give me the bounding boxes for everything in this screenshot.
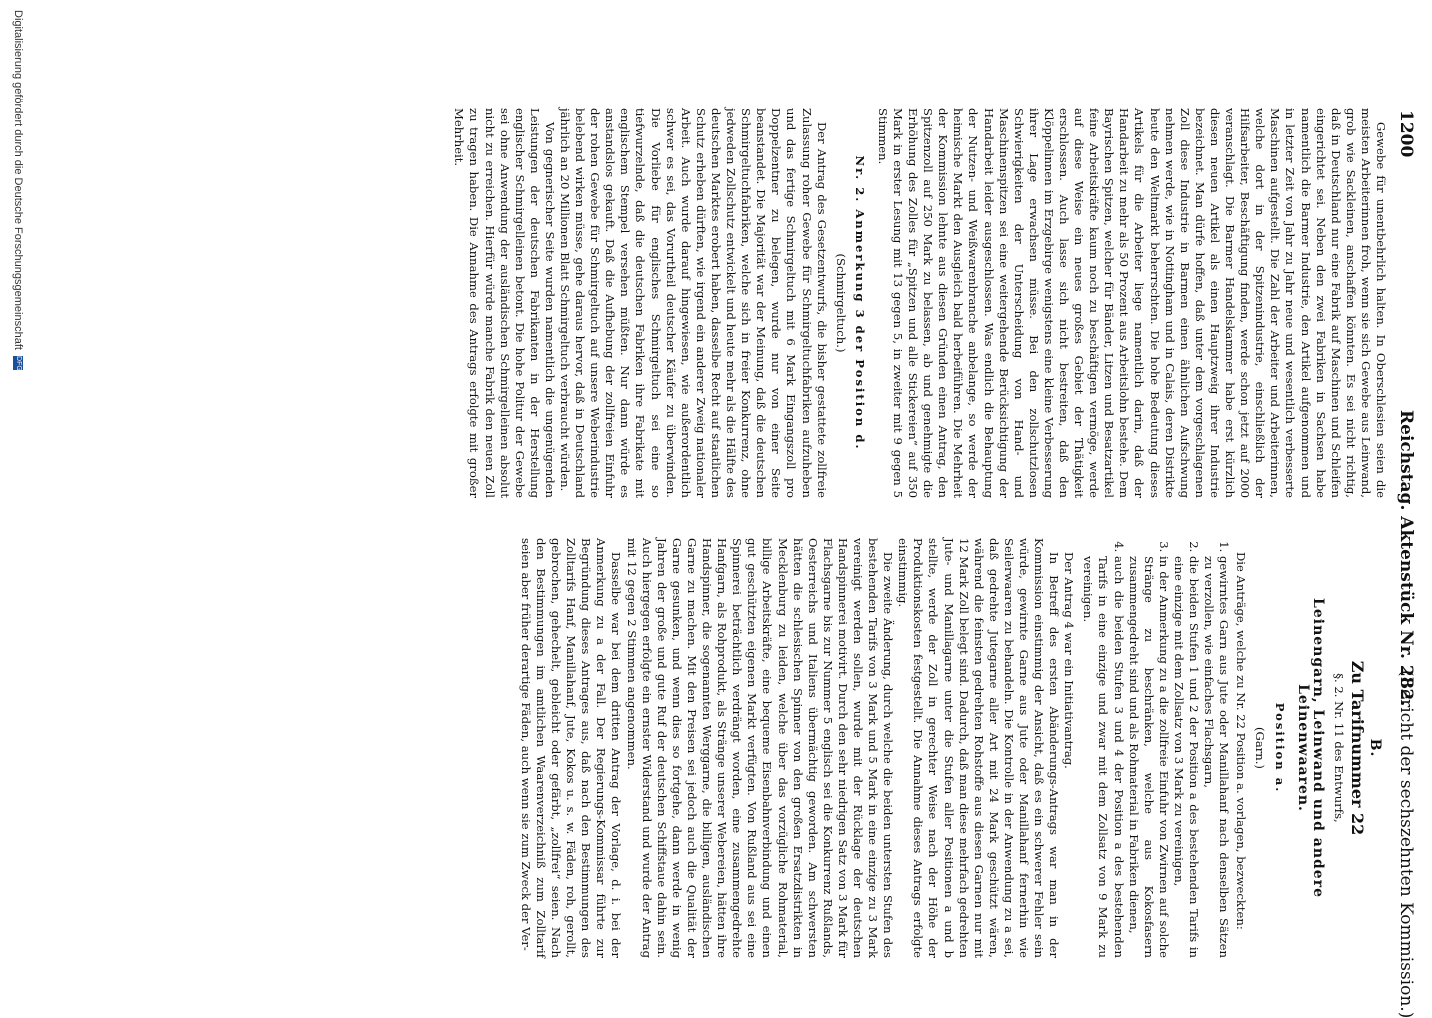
page-number: 1200 <box>1396 110 1416 158</box>
header-title: Reichstag. Aktenstück Nr. 282. <box>1396 410 1416 707</box>
list-item: 3. in der Anmerkung zu a die zollfreie Einfuhr von Zwirnen auf solche Stränge zu beschränken, welche aus Kokosfasern zusammengedreht sind und als Rohmaterial in Fabriken dienen, <box>1126 556 1171 958</box>
running-header <box>1390 110 1418 1018</box>
intro-paragraph: Die Anträge, welche zu Nr. 22 Position a. vorlagen, bezweckten: <box>1234 552 1249 930</box>
left-paragraph: Der Antrag des Gesetzentwurfs, die bisher gestattete zollfreie Zulassung roher Gewebe für Schmirgeltuchfabriken aufzuheben und das fertige Schmirgeltuch mit 6 Mark Eingangszoll pro Doppelzentner zu belegen, wurde nur von einer Seite beanstandet. Die Majorität war der Meinung, daß die deutschen Schmirgeltuchfabriken, welche sich in freier Konkurrenz, ohne jedweden Zollschutz entwickelt und heute mehr als die Hälfte des deutschen Marktes erobert haben, dasselbe Recht auf staatlichen Schutz erheben dürften, wie irgend ein anderer Zweig nationaler Arbeit. Auch wurde darauf hingewiesen, wie außerordentlich schwer es sei, das Vorurtheil deutscher Käufer zu überwinden. Die Vorliebe für englisches Schmirgeltuch sei eine so tiefwurzelnde, daß die deutschen Fabriken ihre Fabrikate mit englischem Stempel versehen müßten. Nur dann würde es anstandslos gekauft. Daß die Aufhebung der zollfreien Einfuhr der rohen Gewebe für Schmirgeltuch auf unsere Weberindustrie belebend wirken müsse, gehe daraus hervor, daß in Deutschland jährlich an 20 Millionen Blatt Schmirgeltuch verbraucht würden. <box>558 108 829 498</box>
right-paragraph: Die zweite Änderung, durch welche die beiden untersten Stufen des bestehenden Tarifs von 3 Mark und 5 Mark in eine einzige zu 3 Mark vereinigt werden sollen, wurde mit der Rücklage der deutschen Handspinnerei motivirt. Durch den sehr niedrigen Satz von 3 Mark für Flachsgarne bis zur Nummer 5 englisch sei die Konkurrenz Rußlands, Oesterreichs und Italiens übermächtig geworden. Am schwersten hätten die schlesischen Spinner von den großen Ersatzdistrikten in Mecklenburg zu leiden, welche über das vorzügliche Rohmaterial, billige Arbeitskräfte, eine bequeme Eisenbahnverbindung und einen gut geschützten eigenen Markt verfügten. Von Rußland aus sei eine Spinnerei beträchtlich verdrängt worden, eine zusammengedrehte Hanfgarn, als Rohprodukt, als Stränge unserer Webereien, hätten ihre Handspinner, die sogenannten Werggarne, die billigen, ausländischen Garne zu machen. Mit den Preisen sei jedoch auch die Qualität der Garne gesunken, und wenn dies so fortgehe, dann werde in wenig Jahren der große und gute Ruf der deutschen Schiffstaue dahin sein. Auch hiergegen erfolgte ein ernster Widerstand und wurde der Antrag mit 12 gegen 2 Stimmen angenommen. <box>624 538 896 958</box>
proposal-list <box>1080 556 1231 958</box>
right-paragraph: Dasselbe war bei dem dritten Antrag der Vorlage, d. i. bei der Anmerkung zu a der Fall. Der Regierungs-Kommissar führte zur Begründung dieses Antrages aus, daß nach den Bestimmungen des Zolltarifs Hanf, Manillahanf, Jute, Kokos u. s. w. Fäden, roh, gerollt, gebrochen, gehechelt, gebleicht oder gefärbt, „zollfrei“ seien. Nach den Bestimmungen im amtlichen Waarenverzeichniß zum Zolltarif seien aber früher derartige Fäden, auch wenn sie zum Zweck der Ver- <box>518 538 624 958</box>
left-paragraph: Gewebe für unentbehrlich halten. In Oberschlesien seien die meisten Arbeiterinnen froh, wenn sie sich Gewebe aus Leinwand, grob wie Sackleinen, anschaffen könnten. Es sei nicht richtig, daß in Deutschland nur eine Fabrik auf Maschinen und Schleifen eingerichtet sei. Neben den zwei Fabriken in Sachsen habe namentlich die Barmer Industrie, den Artikel aufgenommen und in letzter Zeit von Jahr zu Jahr neue und wesentlich verbesserte Maschinen aufgestellt. Die Zahl der Arbeiter und Arbeiterinnen, welche dort in der Spitzenindustrie, einschließlich der Hilfsarbeiter, Beschäftigung finden, werde schon jetzt auf 2000 veranschlagt. Die Barmer Handelskammer habe erst kürzlich diesen neuen Artikel als einen Hauptzweig ihrer Industrie bezeichnet. Man dürfe hoffen, daß unter dem vorgeschlagenen Zoll diese Industrie in Barmen einen ähnlichen Aufschwung nehmen werde, wie in Nottingham und in Calais, deren Distrikte heute den Weltmarkt beherrschten. Die hohe Bedeutung dieses Artikels für die Arbeiter liege namentlich darin, daß der Handarbeit zu mehr als 50 Prozent aus Arbeitslohn bestehe. Dem Bayrischen Spitzen, welcher für Bänder, Litzen und Besatzartikel feine Arbeitskräfte kaum noch zu beschäftigen vermöge, werde auf diese Weise ein neues großes Gebiet der Thätigkeit erschlossen. Auch lasse sich nicht bestreiten, daß den Klöppelinnen im Erzgebirge wenigstens eine kleine Verbesserung ihrer Lage erwachsen müsse. Bei den zollschutzlosen Schwierigkeiten der Unterscheidung von Hand- und Maschinenspitzen sei eine weitergehende Berücksichtigung der Handarbeit leider ausgeschlossen. Was endlich die Behauptung der Nutzen- und Weißwarenbranche anbelange, so werde der heimische Markt den Ausgleich bald herbeiführen. Die Mehrheit der Kommission lehnte aus diesen Gründen einen Antrag, den Spitzenzoll auf 250 Mark zu belassen, ab und genehmigte die Erhöhung des Zolles für „Spitzen und alle Stickereien“ auf 350 Mark in erster Lesung mit 13 gegen 5, in zweiter mit 9 gegen 5 Stimmen. <box>875 108 1388 498</box>
position-subheading: (Garn.) <box>1253 727 1268 769</box>
list-item: 4. auch die beiden Stufen 3 und 4 der Position a des bestehenden Tarifs in eine einzige und zwar mit dem Zollsatz von 9 Mark zu vereinigen. <box>1080 556 1125 958</box>
right-column <box>48 538 1388 958</box>
left-paragraph: Von gegnerischer Seite wurden namentlich die ungenügenden Leistungen der deutschen Fabrikanten in der Herstellung englischer Schmirgelleinen betont. Die hohe Politur der Gewebe sei ohne Anwendung der ausländischen Schmirgelleinen absolut nicht zu erreichen. Hierfür würde manche Fabrik den neuen Zoll zu tragen haben. Die Annahme des Antrags erfolgte mit großer Mehrheit. <box>452 108 557 498</box>
section-subheading: (Schmirgeltuch.) <box>833 253 848 353</box>
digitization-footer <box>12 10 24 370</box>
list-item: 1. gewirntes Garn aus Jute oder Manillahanf nach denselben Sätzen zu verzollen, wie einfaches Flachsgarn, <box>1201 556 1231 958</box>
list-item: 2. die beiden Stufen 1 und 2 der Position a des bestehenden Tarifs in eine einzige mit dem Zollsatz von 3 Mark zu vereinigen, <box>1171 556 1201 958</box>
tarif-heading: Zu Tarifnummer 22 <box>1347 660 1367 836</box>
footer-text: Digitalisierung gefördert durch die Deutsche Forschungsgemeinschaft <box>12 10 24 350</box>
section-letter: B. <box>1367 738 1383 758</box>
dfg-logo: DFG <box>14 356 22 371</box>
left-column <box>452 108 1388 498</box>
right-paragraph: Der Antrag 4 war ein Initiativantrag. <box>1062 552 1077 769</box>
tarif-subheading: §. 2. Nr. 11 des Entwurfs, <box>1331 673 1346 823</box>
header-subtitle: (Bericht der sechszehnten Kommission.) <box>1396 670 1416 1018</box>
position-heading: Position a. <box>1272 702 1287 794</box>
right-paragraph: In Betreff des ersten Abänderungs-Antrags war man in der Kommission einstimmig der Ansicht, daß es ein schwerer Fehler sein würde, gewirnte Garne aus Jute oder Manillahanf fernerhin wie Seilerwaaren zu behandeln. Die Kontrolle in der Anwendung zu a sei, daß gedrehte Jutegarne aller Art mit 24 Mark geschützt wären, während die feinsten gedrehten Rohstoffe aus diesen Garnen nur mit 12 Mark Zoll belegt sind. Dadurch, daß man diese mehrfach gedrehten Jute- und Manillagarne unter die Stufen aller Positionen a und b stellte, werde der Zoll in gerechter Weise nach der Höhe der Produktionskosten festgestellt. Die Annahme dieses Antrags erfolgte einstimmig. <box>896 538 1062 958</box>
section-heading: Nr. 2. Anmerkung 3 der Position d. <box>852 155 867 451</box>
goods-title: Leinengarn, Leinwand und andere Leinenwaaren. <box>1294 598 1326 898</box>
